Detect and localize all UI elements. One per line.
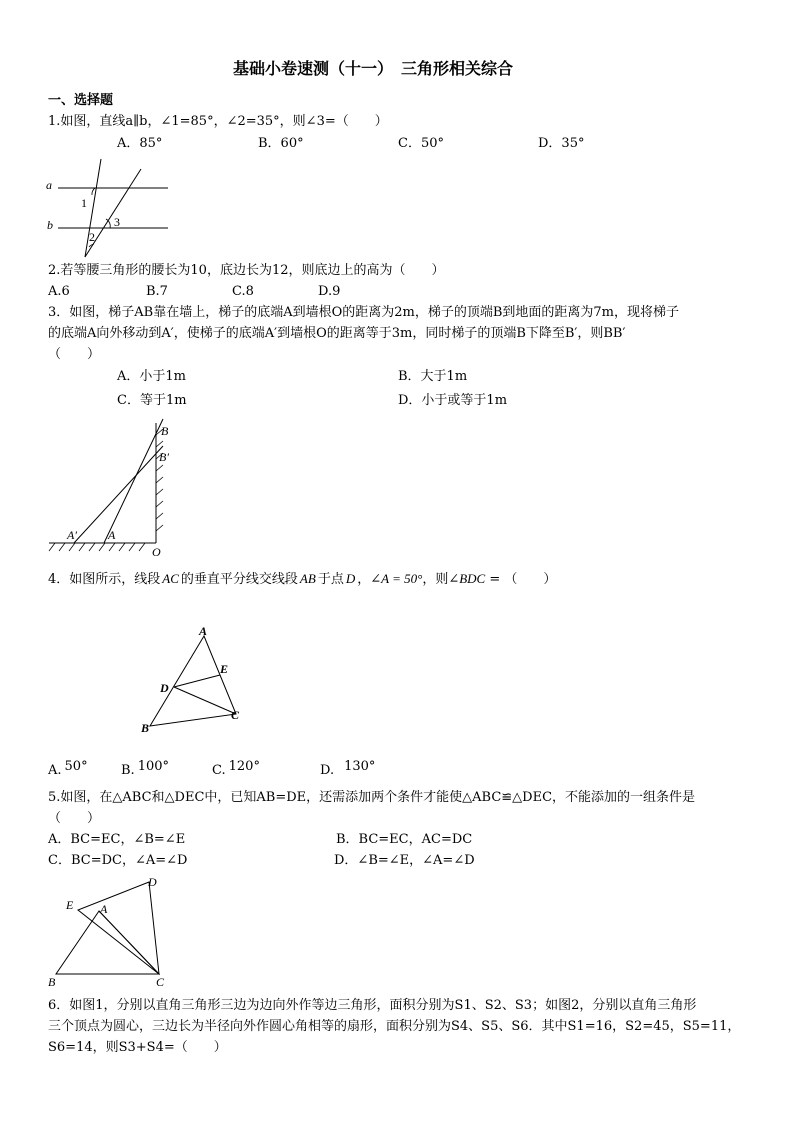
label-a-prime: A′ [67, 528, 77, 542]
label-b: B [141, 721, 150, 735]
q6-stem-line-3: S6=14，则S3+S4=（ ） [48, 1040, 227, 1055]
label-angle-1: 1 [81, 196, 87, 210]
angle-1-arc [92, 188, 95, 195]
ground-hatching [49, 543, 145, 551]
label-d: D [160, 681, 169, 695]
q4-option-a[interactable]: A. 50° [48, 759, 88, 778]
segment-de [174, 675, 220, 687]
label-b: B [48, 975, 56, 989]
q5-stem-line-1: 5.如图，在△ABC和△DEC中，已知AB=DE，还需添加两个条件才能使△ABC≌△DEC，不能添加的一组条件是 [48, 790, 696, 805]
label-b: b [47, 218, 53, 232]
wall-hatching [156, 429, 163, 531]
label-b-prime: B′ [159, 450, 169, 464]
q3-option-a[interactable]: A．小于1m [117, 369, 186, 384]
q1-figure [40, 155, 180, 260]
q5-figure [43, 873, 183, 988]
label-o: O [152, 545, 161, 559]
q6-stem-line-1: 6．如图1，分别以直角三角形三边为边向外作等边三角形，面积分别为S1、S2、S3；如图2，分别以直角三角形 [48, 998, 697, 1013]
q2-option-a[interactable]: A.6 [48, 284, 70, 299]
segment-ac-inner [99, 911, 159, 974]
page-title: 基础小卷速测（十一） 三角形相关综合 [233, 59, 514, 78]
ladder-apbp [74, 446, 163, 543]
section-heading: 一、选择题 [48, 93, 114, 108]
q5-option-d[interactable]: D．∠B=∠E，∠A=∠D [334, 853, 475, 868]
label-a: A [108, 528, 116, 542]
q5-option-a[interactable]: A．BC=EC，∠B=∠E [48, 832, 186, 847]
q5-option-c[interactable]: C．BC=DC，∠A=∠D [48, 853, 188, 868]
q4-option-d[interactable]: D. 130° [320, 759, 376, 778]
q4-option-c[interactable]: C. 120° [212, 759, 260, 778]
q3-option-c[interactable]: C．等于1m [117, 393, 187, 408]
q1-option-d[interactable]: D．35° [538, 136, 585, 151]
q5-stem-line-2: （ ） [48, 811, 101, 826]
label-c: C [231, 708, 240, 722]
q3-stem-line-3: （ ） [48, 347, 101, 362]
label-e: E [66, 898, 74, 912]
label-angle-2: 2 [89, 230, 95, 244]
q1-stem: 1.如图，直线a∥b，∠1=85°，∠2=35°，则∠3=（ ） [48, 114, 388, 129]
q4-option-b[interactable]: B. 100° [121, 759, 170, 778]
label-angle-3: 3 [114, 215, 120, 229]
label-d: D [148, 875, 157, 889]
q1-option-a[interactable]: A．85° [117, 136, 163, 151]
q4-stem: 4．如图所示，线段 AC 的垂直平分线交线段 AB 于点 D ，∠A = 50°，则∠BDC = （ ） [48, 571, 557, 587]
q3-stem-line-1: 3．如图，梯子AB靠在墙上，梯子的底端A到墙根O的距离为2m，梯子的顶端B到地面的距离为7m，现将梯子 [48, 305, 680, 320]
q4-figure [138, 622, 258, 742]
q3-stem-line-2: 的底端A向外移动到A′，使梯子的底端A′到墙根O的距离等于3m，同时梯子的顶端B下降至B′，则BB′ [48, 326, 626, 341]
q3-figure [45, 415, 185, 560]
q2-option-d[interactable]: D.9 [318, 284, 341, 299]
label-c: C [156, 975, 165, 989]
label-a: A [199, 624, 208, 638]
q5-option-b[interactable]: B．BC=EC，AC=DC [336, 832, 473, 847]
q1-option-c[interactable]: C．50° [398, 136, 444, 151]
q3-option-d[interactable]: D．小于或等于1m [398, 393, 508, 408]
label-a: A [100, 902, 108, 916]
label-e: E [220, 662, 229, 676]
q6-stem-line-2: 三个顶点为圆心，三边长为半径向外作圆心角相等的扇形，面积分别为S4、S5、S6．其中S1=16，S2=45，S5=11， [48, 1019, 741, 1034]
label-a: a [46, 178, 52, 192]
ladder-ab [104, 419, 163, 543]
q2-stem: 2.若等腰三角形的腰长为10，底边长为12，则底边上的高为（ ） [48, 263, 445, 278]
q2-option-c[interactable]: C.8 [232, 284, 254, 299]
triangle-dec [78, 882, 159, 974]
q1-option-b[interactable]: B．60° [258, 136, 304, 151]
q2-option-b[interactable]: B.7 [146, 284, 168, 299]
label-b: B [161, 424, 169, 438]
q3-option-b[interactable]: B．大于1m [398, 369, 468, 384]
